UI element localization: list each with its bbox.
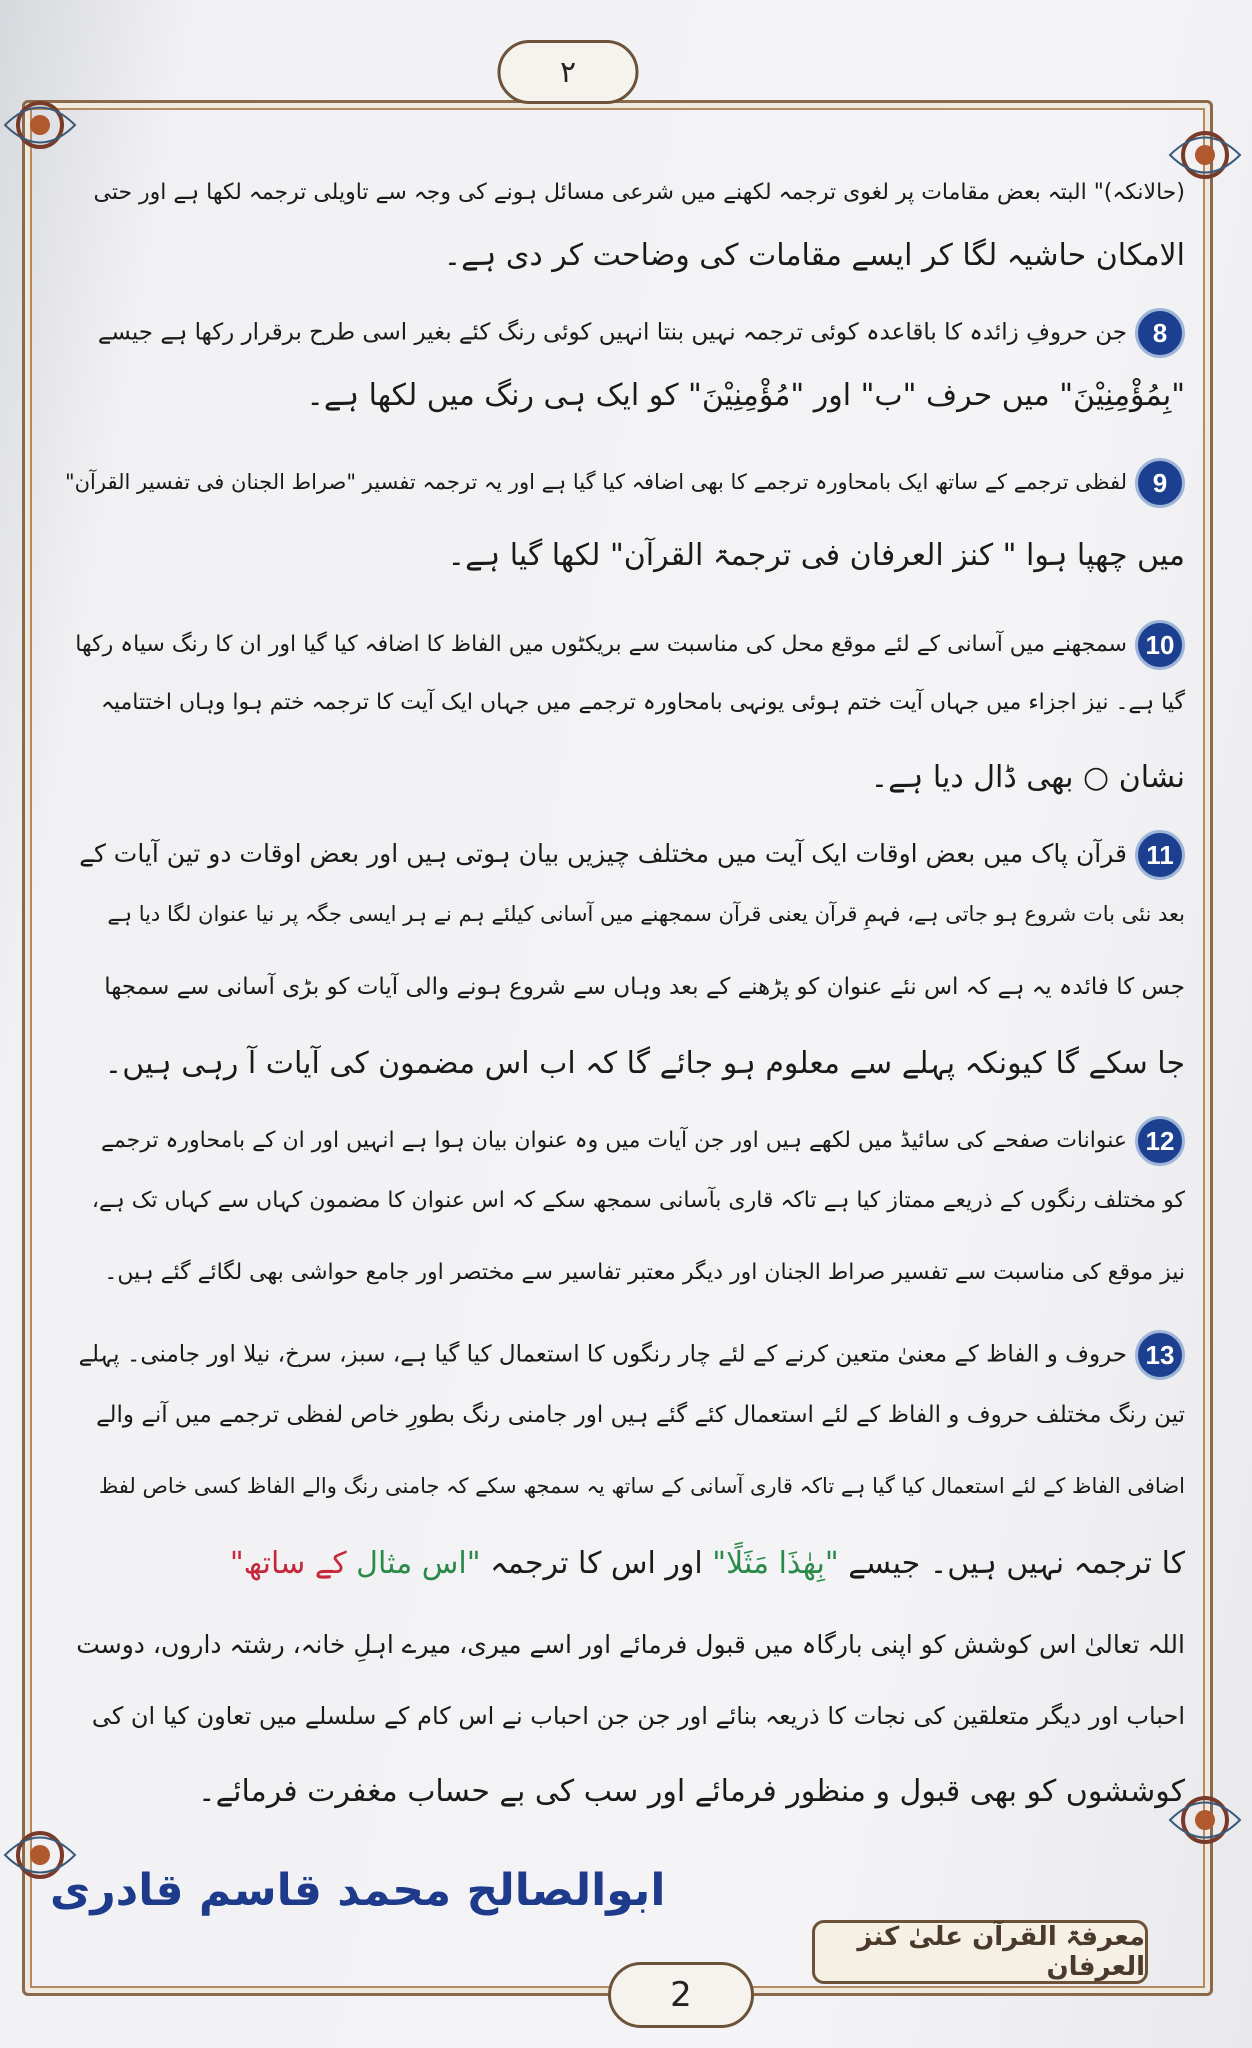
example-arabic: "بِهٰذَا مَثَلًا" <box>712 1546 839 1581</box>
item-text: حروف و الفاظ کے معنیٰ متعین کرنے کے لئے چار رنگوں کا استعمال کیا گیا ہے، سبز، سرخ، نیلا اور جامنی۔ پہلے <box>78 1341 1127 1368</box>
item-text: اضافی الفاظ کے لئے استعمال کیا گیا ہے تاکہ قاری آسانی کے ساتھ یہ سمجھ سکے کہ جامنی رنگ والے الفاظ کسی خاص لفظ <box>98 1474 1185 1498</box>
item-text: "بِمُؤْمِنِیْنَ" میں حرف "ب" اور "مُؤْمِنِیْنَ" کو ایک ہی رنگ میں لکھا ہے۔ <box>306 378 1185 413</box>
item-text: نیز موقع کی مناسبت سے تفسیر صراط الجنان اور دیگر معتبر تفاسیر سے مختصر اور جامع حواشی بھی لگائے گئے ہیں۔ <box>104 1260 1185 1285</box>
item-text: نشان ○ بھی ڈال دیا ہے۔ <box>870 760 1185 795</box>
item-text: جس کا فائدہ یہ ہے کہ اس نئے عنوان کو پڑھنے کے بعد وہاں سے شروع ہونے والی آیات کو بڑی آسانی سے سمجھا <box>104 974 1185 1000</box>
intro-line: الامکان حاشیہ لگا کر ایسے مقامات کی وضاحت کر دی ہے۔ <box>443 238 1185 273</box>
corner-ornament-icon <box>0 85 80 165</box>
item-number: 10 <box>1135 620 1185 670</box>
list-item <box>79 830 1185 880</box>
item-text: تین رنگ مختلف حروف و الفاظ کے لئے استعمال کئے گئے ہیں اور جامنی رنگ بطورِ خاص لفظی ترجمے میں آنے والے <box>96 1402 1185 1428</box>
list-item <box>65 458 1185 508</box>
item-text: کا ترجمہ نہیں ہیں۔ جیسے <box>848 1546 1185 1581</box>
item-text: کو مختلف رنگوں کے ذریعے ممتاز کیا ہے تاکہ قاری بآسانی سمجھ سکے کہ اس عنوان کا مضمون کہاں سے کہاں تک ہے، <box>91 1188 1185 1213</box>
example-translation-green: "اس مثال <box>356 1546 481 1581</box>
item-number: 8 <box>1135 308 1185 358</box>
item-text: عنوانات صفحے کی سائیڈ میں لکھے ہیں اور جن آیات میں وہ عنوان بیان ہوا ہے انہیں اور ان کے بامحاورہ ترجمے <box>101 1128 1127 1153</box>
page-number-bottom: 2 <box>608 1962 754 2028</box>
author-signature: ابوالصالح محمد قاسم قادری <box>50 1865 666 1916</box>
item-number: 11 <box>1135 830 1185 880</box>
item-text: لفظی ترجمے کے ساتھ ایک بامحاورہ ترجمے کا بھی اضافہ کیا گیا ہے اور یہ ترجمہ تفسیر "صراط الجنان فی تفسیر القرآن" <box>64 470 1127 494</box>
example-translation-red: کے ساتھ" <box>229 1546 357 1581</box>
page-number-top: ۲ <box>498 40 639 104</box>
item-text: جن حروفِ زائدہ کا باقاعدہ کوئی ترجمہ نہیں بنتا انہیں کوئی رنگ کئے بغیر اسی طرح برقرار رکھا ہے جیسے <box>97 319 1127 346</box>
item-text: گیا ہے۔ نیز اجزاء میں جہاں آیت ختم ہوئی یونہی بامحاورہ ترجمے میں جہاں ایک آیت کا ترجمہ ختم ہوا وہاں اختتامیہ <box>100 690 1185 715</box>
item-text: سمجھنے میں آسانی کے لئے موقع محل کی مناسبت سے بریکٹوں میں الفاظ کا اضافہ کیا گیا اور ان کا رنگ سیاہ رکھا <box>75 632 1127 657</box>
item-text: قرآن پاک میں بعض اوقات ایک آیت میں مختلف چیزیں بیان ہوتی ہیں اور بعض اوقات دو تین آیات کے <box>79 839 1127 868</box>
item-number: 9 <box>1135 458 1185 508</box>
book-logo: معرفۃ القرآن علیٰ کنز العرفان <box>812 1920 1148 1984</box>
intro-line: (حالانکہ)" البتہ بعض مقامات پر لغوی ترجمہ لکھنے میں شرعی مسائل ہونے کی وجہ سے تاویلی ترجمہ لکھا ہے اور حتی <box>93 180 1185 205</box>
list-item <box>75 620 1185 670</box>
item-number: 12 <box>1135 1116 1185 1166</box>
list-item <box>101 1116 1185 1166</box>
closing-line: کوششوں کو بھی قبول و منظور فرمائے اور سب کی بے حساب مغفرت فرمائے۔ <box>198 1774 1185 1809</box>
item-text: میں چھپا ہوا " کنز العرفان فی ترجمۃ القرآن" لکھا گیا ہے۔ <box>447 538 1185 573</box>
closing-line: اللہ تعالیٰ اس کوشش کو اپنی بارگاہ میں قبول فرمائے اور اسے میری، میرے اہلِ خانہ، رشتہ داروں، دوست <box>76 1630 1185 1659</box>
example-line <box>230 1546 1185 1581</box>
item-text: بعد نئی بات شروع ہو جاتی ہے، فہمِ قرآن یعنی قرآن سمجھنے میں آسانی کیلئے ہم نے ہر ایسی جگہ پر نیا عنوان لگا دیا ہے <box>107 902 1185 926</box>
closing-line: احباب اور دیگر متعلقین کی نجات کا ذریعہ بنائے اور جن جن احباب نے اس کام کے سلسلے میں تعاون کیا ان کی <box>91 1702 1185 1730</box>
example-mid: اور اس کا ترجمہ <box>480 1546 713 1581</box>
item-text: جا سکے گا کیونکہ پہلے سے معلوم ہو جائے گا کہ اب اس مضمون کی آیات آ رہی ہیں۔ <box>104 1046 1185 1081</box>
item-number: 13 <box>1135 1330 1185 1380</box>
list-item <box>98 308 1185 358</box>
list-item <box>79 1330 1185 1380</box>
